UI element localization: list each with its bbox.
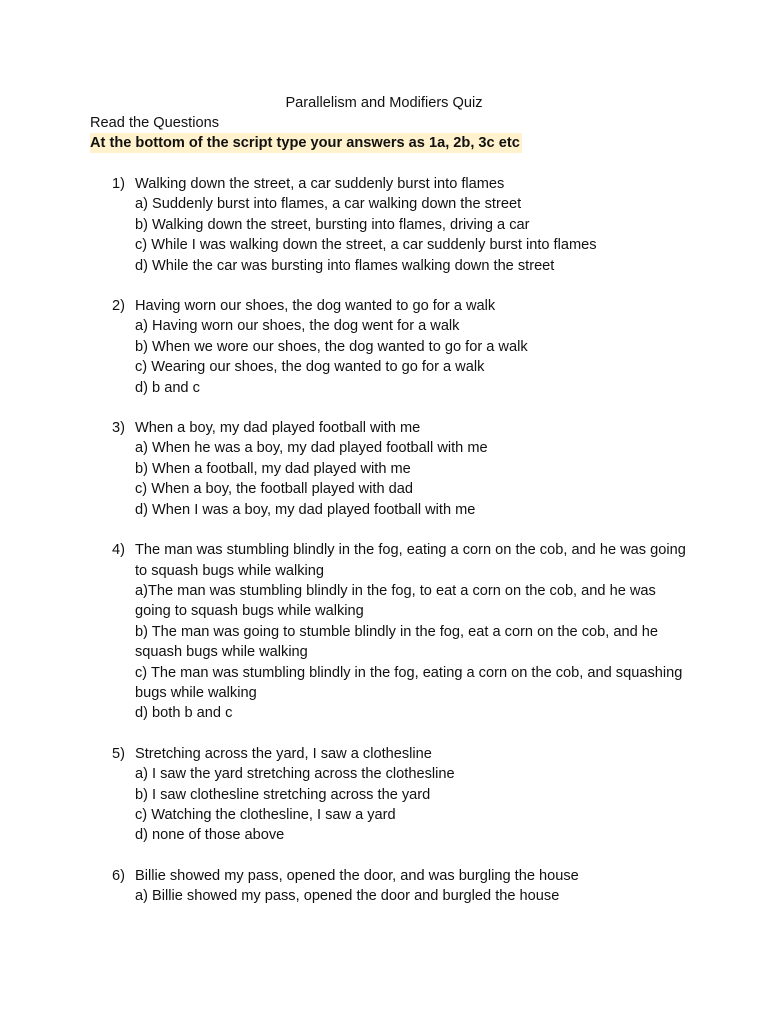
question-2 bbox=[0, 296, 695, 398]
quiz-title: Parallelism and Modifiers Quiz bbox=[285, 95, 483, 111]
question-4 bbox=[0, 540, 695, 724]
option-a: a) Suddenly burst into flames, a car walking down the street bbox=[135, 196, 522, 213]
question-1 bbox=[0, 174, 695, 276]
option-b: b) I saw clothesline stretching across the yard bbox=[135, 786, 431, 803]
question-number: 1) bbox=[112, 176, 125, 192]
question-6 bbox=[0, 866, 695, 907]
option-b: b) When a football, my dad played with me bbox=[135, 460, 411, 477]
option-c: c) When a boy, the football played with dad bbox=[135, 481, 413, 498]
option-d: d) b and c bbox=[135, 379, 200, 396]
question-3 bbox=[0, 418, 695, 520]
question-5 bbox=[0, 744, 695, 846]
option-b: b) Walking down the street, bursting into flames, driving a car bbox=[135, 216, 530, 233]
option-d: d) When I was a boy, my dad played football with me bbox=[135, 501, 476, 518]
option-d: d) both b and c bbox=[135, 705, 233, 722]
question-number: 5) bbox=[112, 745, 125, 762]
question-text: The man was stumbling blindly in the fog, eating a corn on the cob, and he was going to squash bugs while walking bbox=[135, 542, 686, 579]
instruction-highlight: At the bottom of the script type your answers as 1a, 2b, 3c etc bbox=[90, 135, 520, 151]
option-c: c) Watching the clothesline, I saw a yard bbox=[135, 806, 396, 823]
question-number: 2) bbox=[112, 298, 125, 315]
question-text: Stretching across the yard, I saw a clothesline bbox=[135, 745, 432, 762]
option-d: d) While the car was bursting into flames walking down the street bbox=[135, 257, 555, 274]
option-c: c) Wearing our shoes, the dog wanted to go for a walk bbox=[135, 359, 485, 376]
intro-text: Read the Questions bbox=[90, 115, 219, 131]
option-a: a) When he was a boy, my dad played football with me bbox=[135, 440, 488, 457]
option-b: b) When we wore our shoes, the dog wanted to go for a walk bbox=[135, 338, 528, 355]
question-text: When a boy, my dad played football with me bbox=[135, 420, 421, 437]
question-text: Billie showed my pass, opened the door, and was burgling the house bbox=[135, 867, 579, 884]
option-c: c) While I was walking down the street, a car suddenly burst into flames bbox=[135, 237, 597, 254]
option-d: d) none of those above bbox=[135, 827, 285, 844]
question-text: Having worn our shoes, the dog wanted to go for a walk bbox=[135, 298, 496, 315]
option-c: c) The man was stumbling blindly in the fog, eating a corn on the cob, and squashing bugs while walking bbox=[135, 664, 683, 701]
question-number: 3) bbox=[112, 420, 125, 437]
question-number: 4) bbox=[112, 542, 125, 559]
question-text: Walking down the street, a car suddenly burst into flames bbox=[135, 176, 505, 192]
option-a: a) Having worn our shoes, the dog went for a walk bbox=[135, 318, 460, 335]
question-number: 6) bbox=[112, 867, 125, 884]
option-a: a) Billie showed my pass, opened the door and burgled the house bbox=[135, 888, 560, 905]
question-list bbox=[0, 174, 768, 927]
option-a: a)The man was stumbling blindly in the fog, to eat a corn on the cob, and he was going to squash bugs while walking bbox=[135, 582, 656, 620]
option-b: b) The man was going to stumble blindly in the fog, eat a corn on the cob, and he squash bugs while walking bbox=[135, 623, 659, 661]
option-a: a) I saw the yard stretching across the clothesline bbox=[135, 766, 455, 783]
